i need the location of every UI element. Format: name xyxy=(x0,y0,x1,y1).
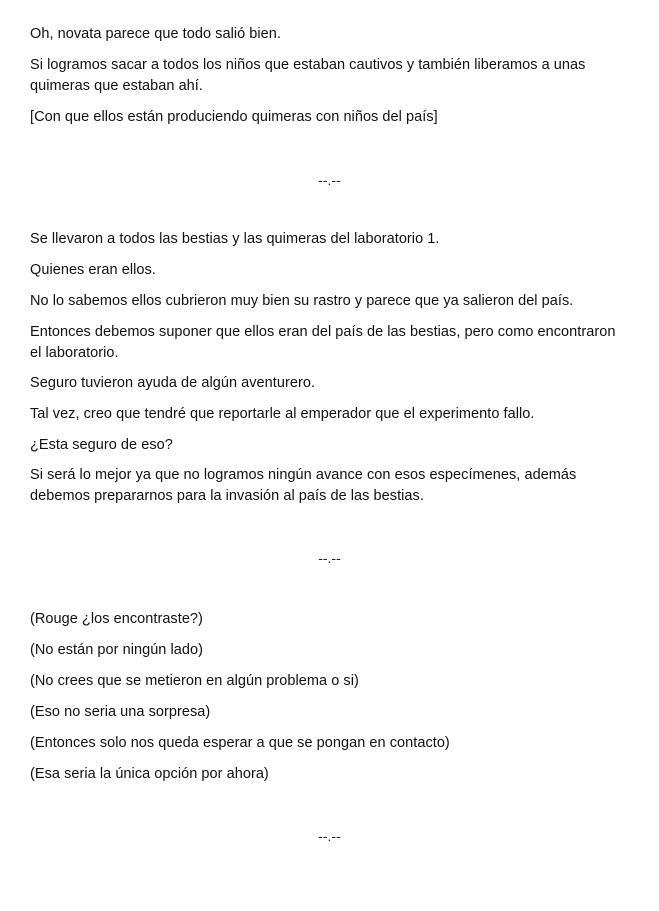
paragraph: (Entonces solo nos queda esperar a que se pongan en contacto) xyxy=(30,735,450,751)
paragraph: (No están por ningún lado) xyxy=(30,642,203,658)
paragraph: (No crees que se metieron en algún problema o si) xyxy=(30,673,359,689)
paragraph: (Esa seria la única opción por ahora) xyxy=(30,766,269,782)
paragraph: Seguro tuvieron ayuda de algún aventurero. xyxy=(30,375,316,391)
paragraph: (Eso no seria una sorpresa) xyxy=(30,704,211,720)
paragraph: Oh, novata parece que todo salió bien. xyxy=(30,26,281,42)
paragraph: No lo sabemos ellos cubrieron muy bien su rastro y parece que ya salieron del país. xyxy=(30,293,574,309)
scene-separator: --.-- xyxy=(318,828,341,844)
paragraph: Si será lo mejor ya que no logramos ningún avance con esos especímenes, además debemos prepararnos para la invasión al país de las bestias. xyxy=(30,467,577,504)
paragraph: [Con que ellos están produciendo quimeras con niños del país] xyxy=(30,109,438,125)
paragraph: (Rouge ¿los encontraste?) xyxy=(30,611,203,627)
paragraph: Entonces debemos suponer que ellos eran del país de las bestias, pero como encontraron el laboratorio. xyxy=(30,324,616,361)
scene-separator: --.-- xyxy=(318,550,341,566)
paragraph: Tal vez, creo que tendré que reportarle al emperador que el experimento fallo. xyxy=(30,406,535,422)
paragraph: Se llevaron a todos las bestias y las quimeras del laboratorio 1. xyxy=(30,231,440,247)
paragraph: ¿Esta seguro de eso? xyxy=(30,437,173,453)
paragraph: Quienes eran ellos. xyxy=(30,262,156,278)
paragraph: Si logramos sacar a todos los niños que estaban cautivos y también liberamos a unas quimeras que estaban ahí. xyxy=(30,57,586,94)
scene-separator: --.-- xyxy=(318,172,341,188)
